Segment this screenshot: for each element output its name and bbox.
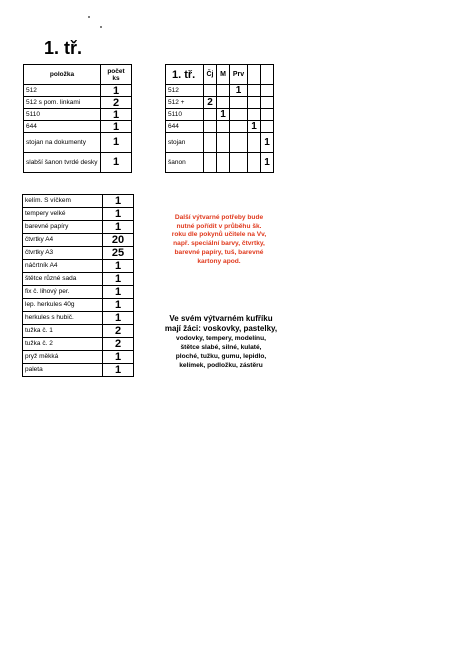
subject-cell — [204, 109, 217, 121]
subject-cell — [261, 121, 274, 133]
table-row — [24, 97, 132, 109]
item-name: stojan na dokumenty — [24, 133, 101, 153]
page-title: 1. tř. — [44, 38, 83, 58]
subject-cell — [204, 85, 217, 97]
supply-qty: 25 — [103, 247, 134, 260]
subject-cell — [248, 109, 261, 121]
supply-qty: 1 — [103, 208, 134, 221]
row-label: 512 + — [166, 97, 204, 109]
note-line: kartony apod. — [197, 257, 241, 265]
supply-qty: 1 — [103, 195, 134, 208]
note-line: roku dle pokynů učitele na Vv, — [171, 231, 267, 239]
supply-name: štětce různé sada — [23, 273, 103, 286]
item-name: 644 — [24, 121, 101, 133]
subject-cell — [230, 97, 248, 109]
table-row — [24, 109, 132, 121]
supply-qty: 2 — [103, 338, 134, 351]
subject-cell — [217, 153, 230, 173]
supply-name: čtvrtky A4 — [23, 234, 103, 247]
note-line: nutné pořídit v průběhu šk. — [176, 222, 262, 230]
supply-name: kelím. S víčkem — [23, 195, 103, 208]
subject-cell: 1 — [230, 85, 248, 97]
note-line: např. speciální barvy, čtvrtky, — [173, 240, 265, 248]
header-prv: Prv — [230, 65, 248, 85]
item-name: 5110 — [24, 109, 101, 121]
row-label: šanon — [166, 153, 204, 173]
subject-cell — [248, 153, 261, 173]
table-row — [23, 247, 134, 260]
subject-cell — [248, 97, 261, 109]
supply-name: tužka č. 2 — [23, 338, 103, 351]
art-case-note — [152, 314, 290, 370]
subject-cell — [261, 85, 274, 97]
item-qty: 2 — [101, 97, 132, 109]
header-item: položka — [24, 65, 101, 85]
art-supplies-table — [22, 194, 134, 377]
table-row — [166, 85, 274, 97]
subject-cell — [230, 121, 248, 133]
subject-cell — [204, 153, 217, 173]
table-row — [23, 195, 134, 208]
subject-cell — [217, 85, 230, 97]
item-qty: 1 — [101, 109, 132, 121]
supply-name: herkules s hubič. — [23, 312, 103, 325]
subject-cell — [230, 153, 248, 173]
subject-cell — [248, 85, 261, 97]
item-qty: 1 — [101, 133, 132, 153]
supply-name: pryž měkká — [23, 351, 103, 364]
table-row — [23, 325, 134, 338]
supply-qty: 1 — [103, 286, 134, 299]
subject-cell — [248, 133, 261, 153]
subject-cell — [217, 133, 230, 153]
supply-qty: 1 — [103, 260, 134, 273]
table-row — [23, 312, 134, 325]
table-row — [24, 85, 132, 97]
supply-qty: 1 — [103, 312, 134, 325]
additional-supplies-note — [147, 214, 291, 266]
header-cj: Čj — [204, 65, 217, 85]
subject-distribution-table — [165, 64, 274, 173]
table-row — [23, 338, 134, 351]
subject-cell: 1 — [217, 109, 230, 121]
table-row — [23, 260, 134, 273]
supply-name: fix č. lihový per. — [23, 286, 103, 299]
subject-cell — [230, 109, 248, 121]
table-row — [166, 109, 274, 121]
supply-name: paleta — [23, 364, 103, 377]
supply-name: tempery velké — [23, 208, 103, 221]
table-row — [24, 153, 132, 173]
item-count-table — [23, 64, 132, 173]
note-line: kelímek, podložku, zástěru — [179, 362, 263, 369]
item-name: 512 s pom. linkami — [24, 97, 101, 109]
supply-name: náčrtník A4 — [23, 260, 103, 273]
item-name: 512 — [24, 85, 101, 97]
note-line: ploché, tužku, gumu, lepidlo, — [175, 353, 267, 360]
note-line: štětce slabé, silné, kulaté, — [180, 344, 262, 351]
table-row — [24, 121, 132, 133]
note-line: barevné papíry, tuš, barevné — [174, 248, 264, 256]
supply-qty: 1 — [103, 364, 134, 377]
table-row — [24, 133, 132, 153]
subject-cell: 2 — [204, 97, 217, 109]
art-case-lead-2: mají žáci: voskovky, pastelky, — [164, 324, 278, 333]
supply-name: tužka č. 1 — [23, 325, 103, 338]
subject-table-title: 1. tř. — [166, 65, 204, 85]
subject-cell — [204, 133, 217, 153]
scan-speck — [100, 26, 102, 28]
item-qty: 1 — [101, 121, 132, 133]
table-row — [23, 351, 134, 364]
row-label: 512 — [166, 85, 204, 97]
scan-speck — [88, 16, 90, 18]
subject-cell: 1 — [261, 133, 274, 153]
header-count: počet ks — [101, 65, 132, 85]
subject-cell — [261, 97, 274, 109]
table-row — [23, 364, 134, 377]
art-case-lead-1: Ve svém výtvarném kufříku — [169, 314, 273, 323]
supply-qty: 1 — [103, 221, 134, 234]
header-blank — [261, 65, 274, 85]
item-name: slabší šanon tvrdé desky — [24, 153, 101, 173]
item-qty: 1 — [101, 153, 132, 173]
table-row — [23, 286, 134, 299]
table-row — [166, 153, 274, 173]
note-line: vodovky, tempery, modelínu, — [176, 335, 266, 342]
table-row — [23, 221, 134, 234]
table-row — [166, 121, 274, 133]
row-label: stojan — [166, 133, 204, 153]
header-m: M — [217, 65, 230, 85]
subject-cell: 1 — [261, 153, 274, 173]
header-blank — [248, 65, 261, 85]
subject-cell — [230, 133, 248, 153]
row-label: 644 — [166, 121, 204, 133]
subject-cell: 1 — [248, 121, 261, 133]
table-row — [166, 133, 274, 153]
supply-name: lep. herkules 40g — [23, 299, 103, 312]
subject-cell — [204, 121, 217, 133]
subject-cell — [217, 97, 230, 109]
row-label: 5110 — [166, 109, 204, 121]
supply-qty: 20 — [103, 234, 134, 247]
supply-name: barevné papíry — [23, 221, 103, 234]
supply-qty: 1 — [103, 273, 134, 286]
supply-name: čtvrtky A3 — [23, 247, 103, 260]
item-qty: 1 — [101, 85, 132, 97]
subject-cell — [261, 109, 274, 121]
supply-qty: 2 — [103, 325, 134, 338]
subject-cell — [217, 121, 230, 133]
note-line: Další výtvarné potřeby bude — [174, 214, 264, 221]
supply-qty: 1 — [103, 299, 134, 312]
table-row — [166, 97, 274, 109]
table-row — [23, 208, 134, 221]
supply-qty: 1 — [103, 351, 134, 364]
table-row — [23, 273, 134, 286]
table-row — [23, 299, 134, 312]
table-row — [23, 234, 134, 247]
